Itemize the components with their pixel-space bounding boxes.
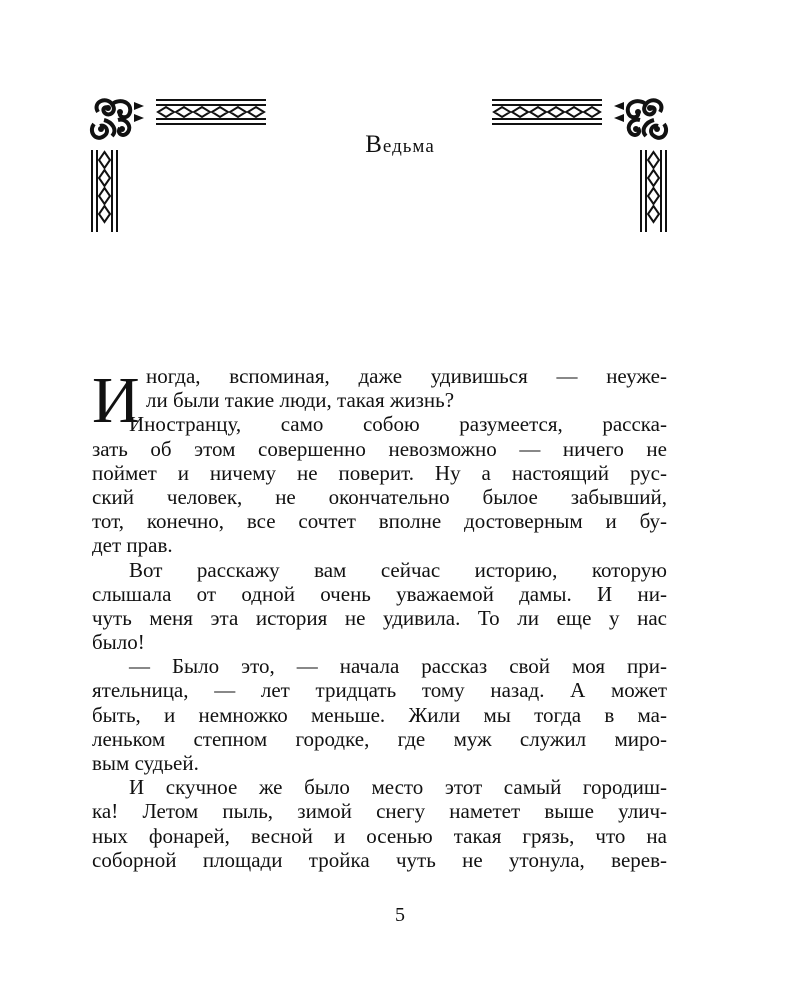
text-line: ский человек, не окончательно былое забывший, — [92, 484, 667, 509]
ornament-left-icon — [88, 96, 270, 236]
text-line: Иностранцу, само собою разумеется, расска- — [129, 412, 667, 437]
text-line: зать об этом совершенно невозможно — ничего не — [92, 436, 667, 461]
text-line: ка! Летом пыль, зимой снегу наметет выше улич- — [92, 799, 667, 824]
text-line: слышала от одной очень уважаемой дамы. И ни- — [92, 581, 667, 606]
ornament-right-icon — [488, 96, 670, 236]
text-line: ногда, вспоминая, даже удивишься — неуже- — [146, 364, 667, 388]
drop-cap: И — [92, 364, 140, 437]
text-line: — Было это, — начала рассказ свой моя при- — [129, 654, 667, 679]
text-line: было! — [92, 630, 145, 655]
text-line: дет прав. — [92, 533, 173, 558]
text-line: соборной площади тройка чуть не утонула, верев- — [92, 847, 667, 872]
text-line: быть, и немножко меньше. Жили мы тогда в ма- — [92, 702, 667, 727]
page-number: 5 — [395, 904, 405, 926]
text-line: чуть меня эта история не удивила. То ли еще у нас — [92, 605, 667, 630]
chapter-title-rest: едьма — [382, 136, 435, 157]
text-line: Вот расскажу вам сейчас историю, которую — [129, 557, 667, 582]
text-line: ятельница, — лет тридцать тому назад. А может — [92, 678, 667, 703]
chapter-title — [0, 132, 800, 157]
text-line: вым судьей. — [92, 751, 199, 775]
text-line: поймет и ничему не поверит. Ну а настоящий рус- — [92, 460, 667, 485]
text-line: леньком степном городке, где муж служил миро- — [92, 726, 667, 751]
body-text — [92, 364, 667, 872]
text-line: И скучное же было место этот самый городиш- — [129, 775, 667, 800]
corner-ornament-left — [88, 96, 270, 236]
text-line: ных фонарей, весной и осенью такая грязь, что на — [92, 823, 667, 848]
corner-ornament-right — [488, 96, 670, 236]
chapter-title-initial: В — [365, 131, 383, 158]
text-line: ли были такие люди, такая жизнь? — [146, 388, 455, 413]
text-line: тот, конечно, все сочтет вполне достоверным и бу- — [92, 509, 667, 534]
